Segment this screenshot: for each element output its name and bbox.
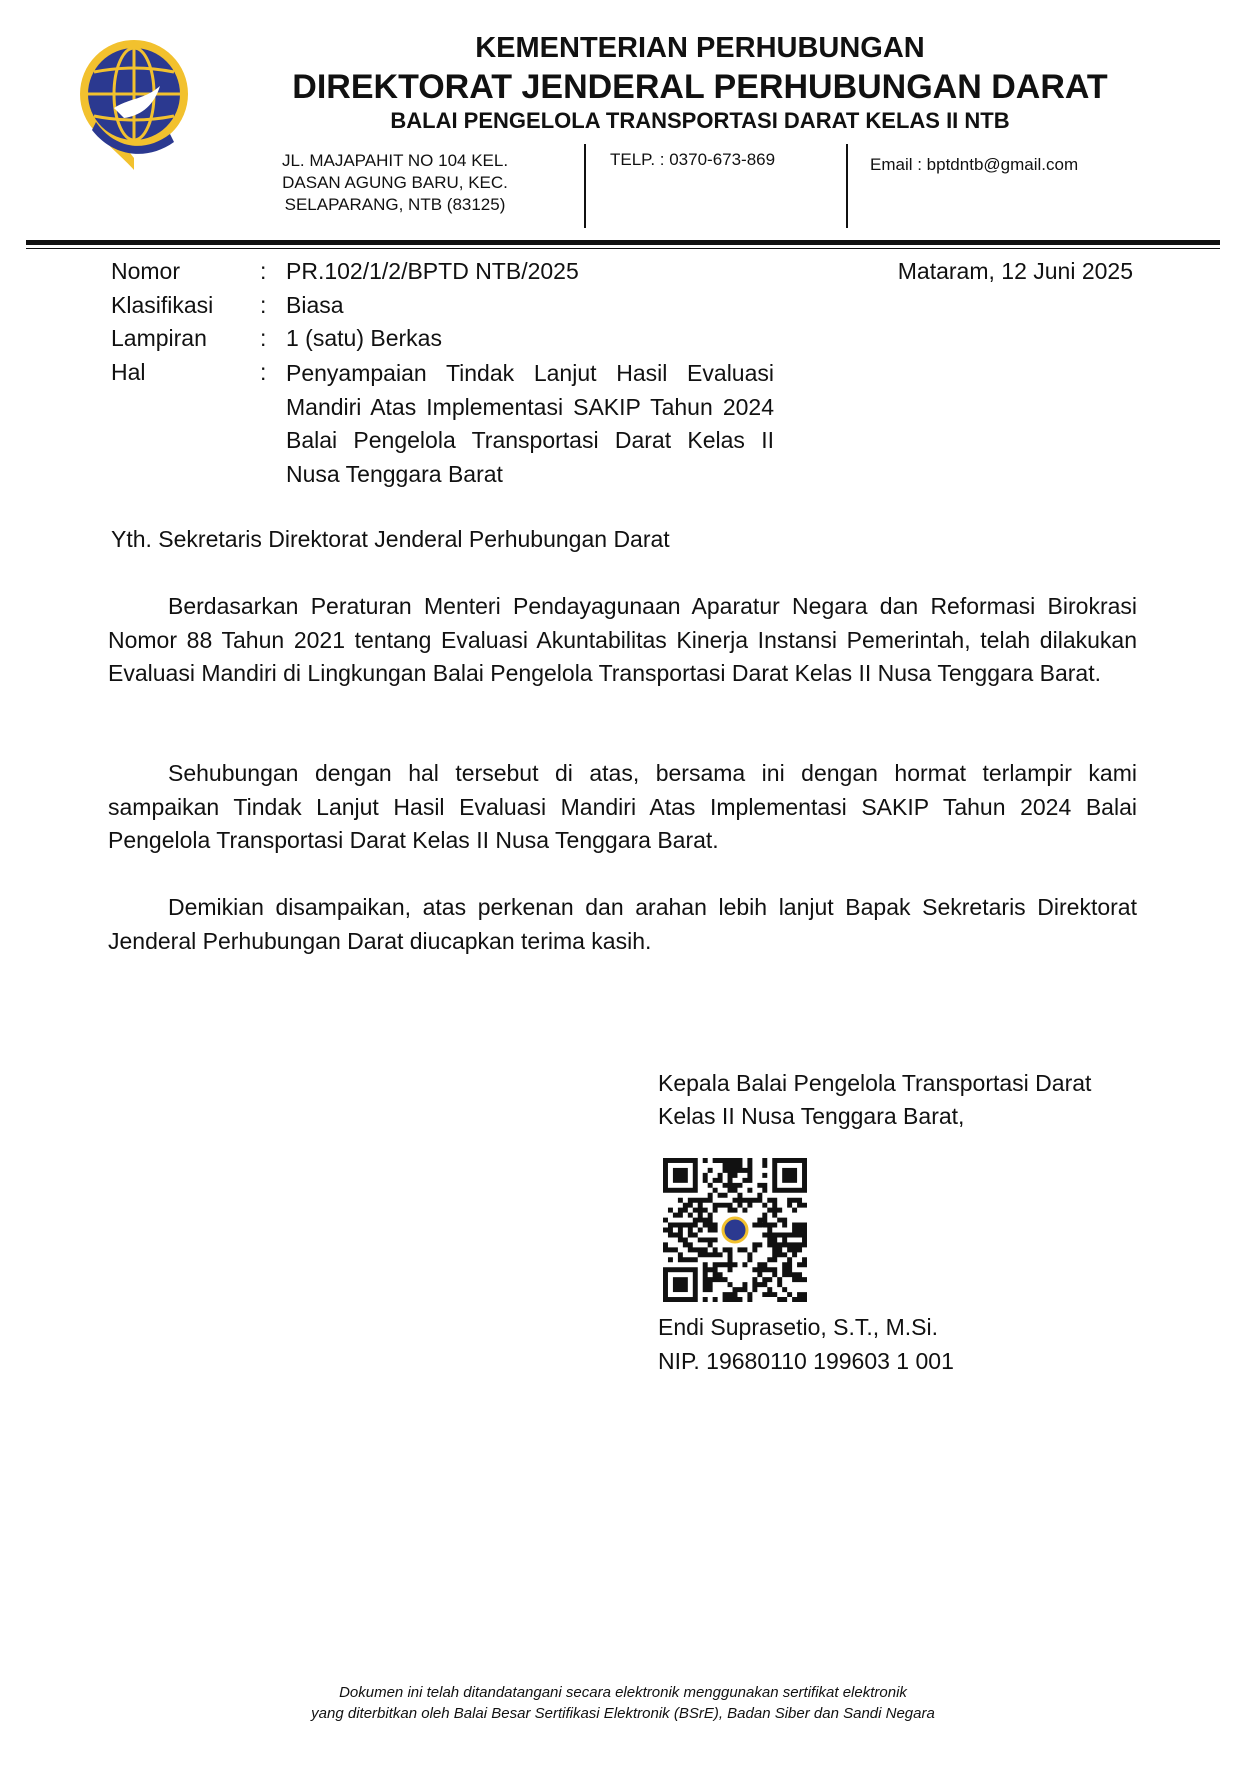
ministry-title: KEMENTERIAN PERHUBUNGAN	[475, 32, 925, 64]
office-address	[250, 150, 540, 216]
signatory-title-line-2: Kelas II Nusa Tenggara Barat,	[658, 1103, 965, 1129]
letter-date: Mataram, 12 Juni 2025	[897, 258, 1133, 284]
office-email: Email : bptdntb@gmail.com	[870, 155, 1079, 174]
address-line-2: DASAN AGUNG BARU, KEC.	[282, 173, 508, 192]
paragraph-2: Sehubungan dengan hal tersebut di atas, bersama ini dengan hormat terlampir kami sampaikan Tindak Lanjut Hasil Evaluasi Mandiri Atas Implementasi SAKIP Tahun 2024 Balai Pengelola Transportasi Darat Kelas II Nusa Tenggara Barat.	[108, 760, 1137, 853]
address-line-3: SELAPARANG, NTB (83125)	[284, 195, 506, 214]
klasifikasi-label: Klasifikasi	[111, 292, 214, 318]
signatory-title-line-1: Kepala Balai Pengelola Transportasi Darat	[658, 1070, 1092, 1096]
lampiran-value: 1 (satu) Berkas	[286, 325, 442, 351]
letterhead-rule-thin	[26, 248, 1220, 249]
ministry-logo-icon	[74, 38, 194, 174]
office-telephone: TELP. : 0370-673-869	[610, 150, 776, 169]
address-line-1: JL. MAJAPAHIT NO 104 KEL.	[281, 151, 509, 170]
colon: :	[260, 359, 267, 385]
signature-qr-code-icon	[663, 1158, 807, 1302]
e-sign-notice-line-2: yang diterbitkan oleh Balai Besar Sertifikasi Elektronik (BSrE), Badan Siber dan Sandi Negara	[311, 1705, 935, 1722]
signatory-nip: NIP. 19680110 199603 1 001	[658, 1348, 954, 1374]
recipient: Yth. Sekretaris Direktorat Jenderal Perhubungan Darat	[111, 526, 670, 552]
nomor-value: PR.102/1/2/BPTD NTB/2025	[286, 258, 579, 284]
header-divider	[846, 144, 848, 228]
colon: :	[260, 292, 267, 318]
klasifikasi-value: Biasa	[286, 292, 344, 318]
signatory-name: Endi Suprasetio, S.T., M.Si.	[658, 1314, 938, 1340]
directorate-title: DIREKTORAT JENDERAL PERHUBUNGAN DARAT	[292, 68, 1108, 106]
hal-label: Hal	[111, 359, 146, 385]
colon: :	[260, 325, 267, 351]
hal-value: Penyampaian Tindak Lanjut Hasil Evaluasi Mandiri Atas Implementasi SAKIP Tahun 2024 Balai Pengelola Transportasi Darat Kelas II Nusa Tenggara Barat	[286, 360, 774, 487]
lampiran-label: Lampiran	[111, 325, 207, 351]
letterhead-rule-thick	[26, 240, 1220, 245]
paragraph-3: Demikian disampaikan, atas perkenan dan arahan lebih lanjut Bapak Sekretaris Direktorat Jenderal Perhubungan Darat diucapkan terima kasih.	[108, 894, 1137, 954]
nomor-label: Nomor	[111, 258, 181, 284]
office-title: BALAI PENGELOLA TRANSPORTASI DARAT KELAS II NTB	[390, 108, 1010, 133]
colon: :	[260, 258, 267, 284]
header-divider	[584, 144, 586, 228]
paragraph-1: Berdasarkan Peraturan Menteri Pendayagunaan Aparatur Negara dan Reformasi Birokrasi Nomor 88 Tahun 2021 tentang Evaluasi Akuntabilitas Kinerja Instansi Pemerintah, telah dilakukan Evaluasi Mandiri di Lingkungan Balai Pengelola Transportasi Darat Kelas II Nusa Tenggara Barat.	[108, 593, 1137, 686]
e-sign-notice-line-1: Dokumen ini telah ditandatangani secara elektronik menggunakan sertifikat elektronik	[339, 1684, 907, 1701]
